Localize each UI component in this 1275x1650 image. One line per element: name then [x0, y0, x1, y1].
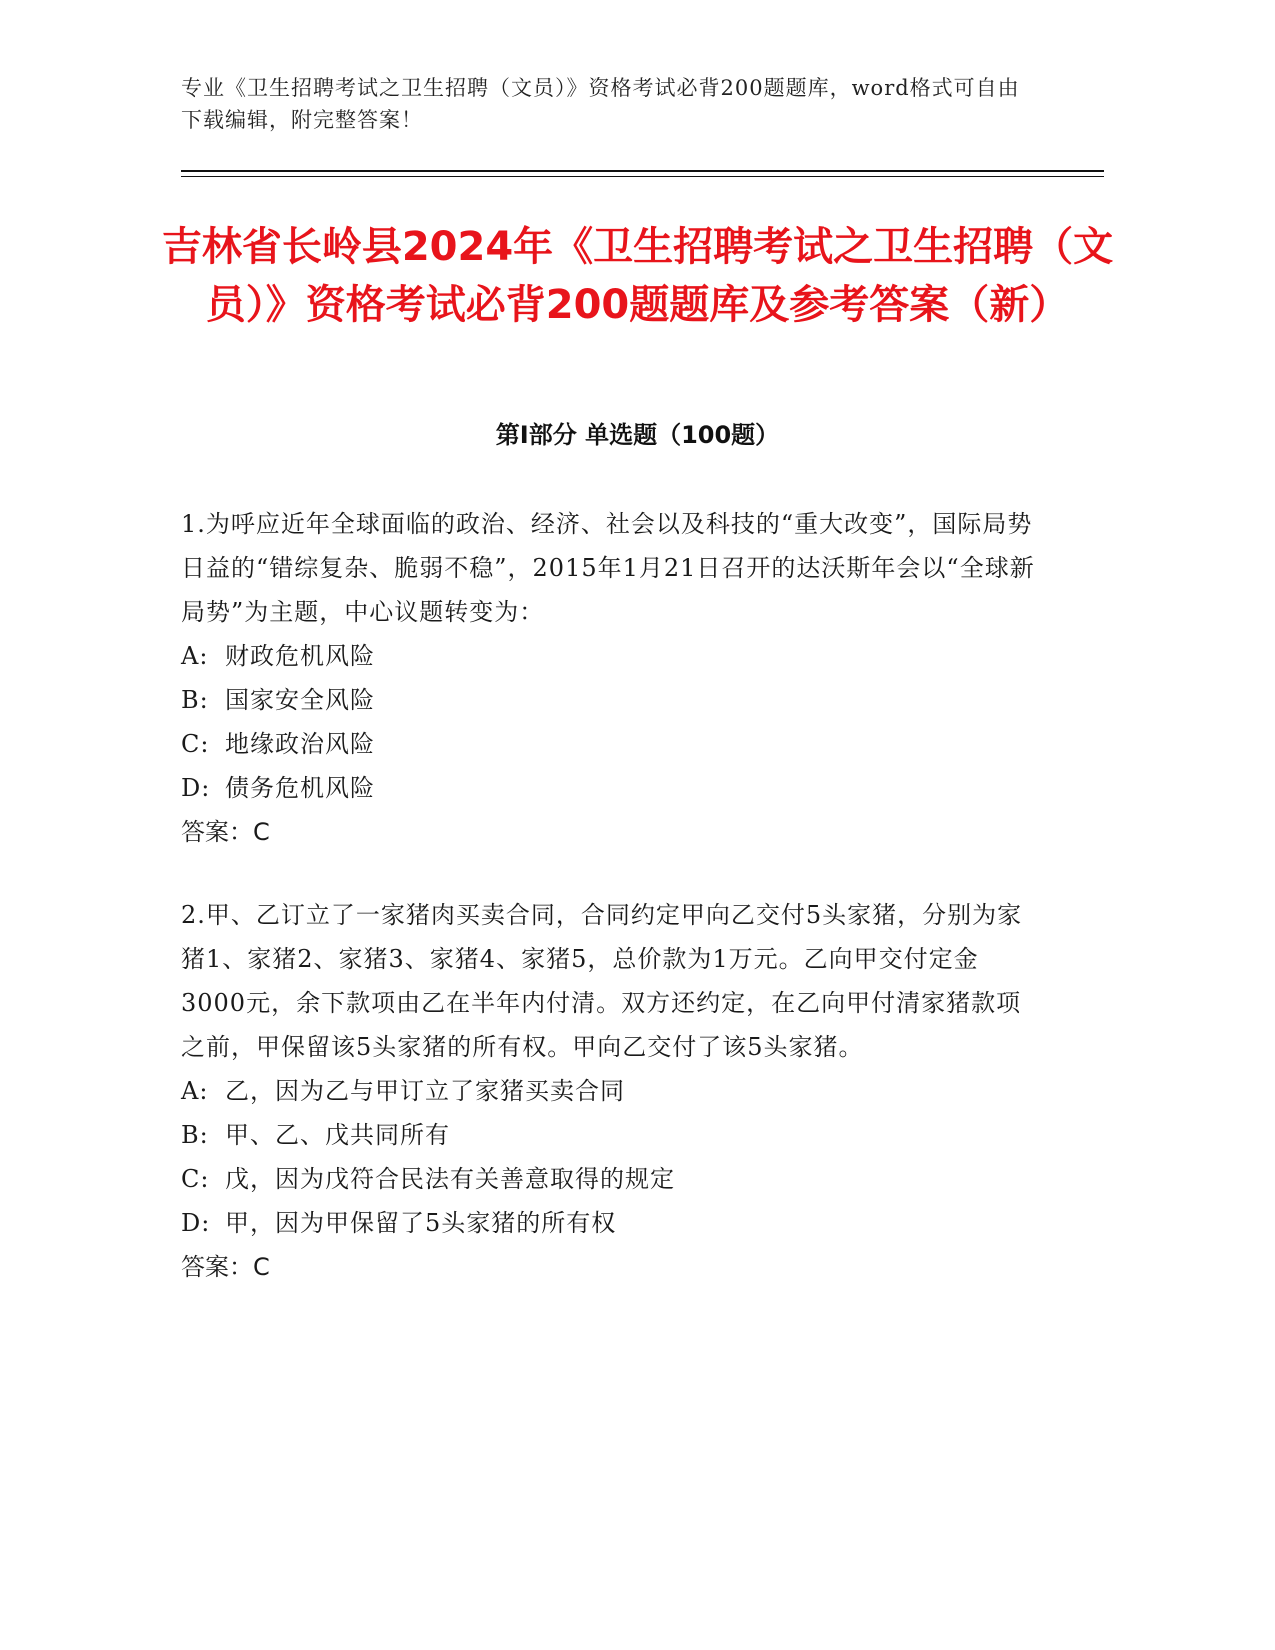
option-letter: D: [181, 774, 211, 802]
header-note: 专业《卫生招聘考试之卫生招聘（文员）》资格考试必背200题题库，word格式可自由下载编辑，附完整答案！ [181, 76, 1020, 132]
option-letter: A: [181, 1077, 209, 1105]
option-text: 地缘政治风险 [225, 730, 375, 758]
option-letter: D: [181, 1209, 211, 1237]
option-d [181, 1201, 1041, 1245]
option-text: 戊，因为戊符合民法有关善意取得的规定 [225, 1165, 675, 1193]
header-rule-thin [181, 176, 1104, 177]
option-c [181, 1157, 1041, 1201]
option-text: 国家安全风险 [225, 686, 375, 714]
option-a [181, 634, 1041, 678]
option-text: 财政危机风险 [225, 642, 375, 670]
option-b [181, 1113, 1041, 1157]
section-title: 第I部分 单选题（100题） [495, 421, 780, 449]
document-title: 吉林省长岭县2024年《卫生招聘考试之卫生招聘（文员）》资格考试必背200题题库及参考答案（新） [161, 224, 1114, 328]
question-block [181, 502, 1041, 854]
option-d [181, 766, 1041, 810]
option-text: 甲，因为甲保留了5头家猪的所有权 [225, 1209, 617, 1237]
option-letter: B: [181, 686, 209, 714]
option-text: 乙，因为乙与甲订立了家猪买卖合同 [225, 1077, 625, 1105]
question-block [181, 893, 1041, 1289]
option-letter: C: [181, 730, 210, 758]
option-letter: B: [181, 1121, 209, 1149]
question-stem: 1.为呼应近年全球面临的政治、经济、社会以及科技的“重大改变”，国际局势日益的“错综复杂、脆弱不稳”，2015年1月21日召开的达沃斯年会以“全球新局势”为主题，中心议题转变为： [181, 510, 1035, 626]
option-letter: C: [181, 1165, 210, 1193]
option-c [181, 722, 1041, 766]
option-text: 甲、乙、戊共同所有 [225, 1121, 450, 1149]
header-rule-thick [181, 170, 1104, 172]
question-stem: 2.甲、乙订立了一家猪肉买卖合同，合同约定甲向乙交付5头家猪，分别为家猪1、家猪2、家猪3、家猪4、家猪5，总价款为1万元。乙向甲交付定金3000元，余下款项由乙在半年内付清。双方还约定，在乙向甲付清家猪款项之前，甲保留该5头家猪的所有权。甲向乙交付了该5头家猪。 [181, 901, 1023, 1061]
answer-line: 答案：C [181, 818, 270, 846]
answer-line: 答案：C [181, 1253, 270, 1281]
option-letter: A: [181, 642, 209, 670]
option-b [181, 678, 1041, 722]
option-text: 债务危机风险 [225, 774, 375, 802]
option-a [181, 1069, 1041, 1113]
